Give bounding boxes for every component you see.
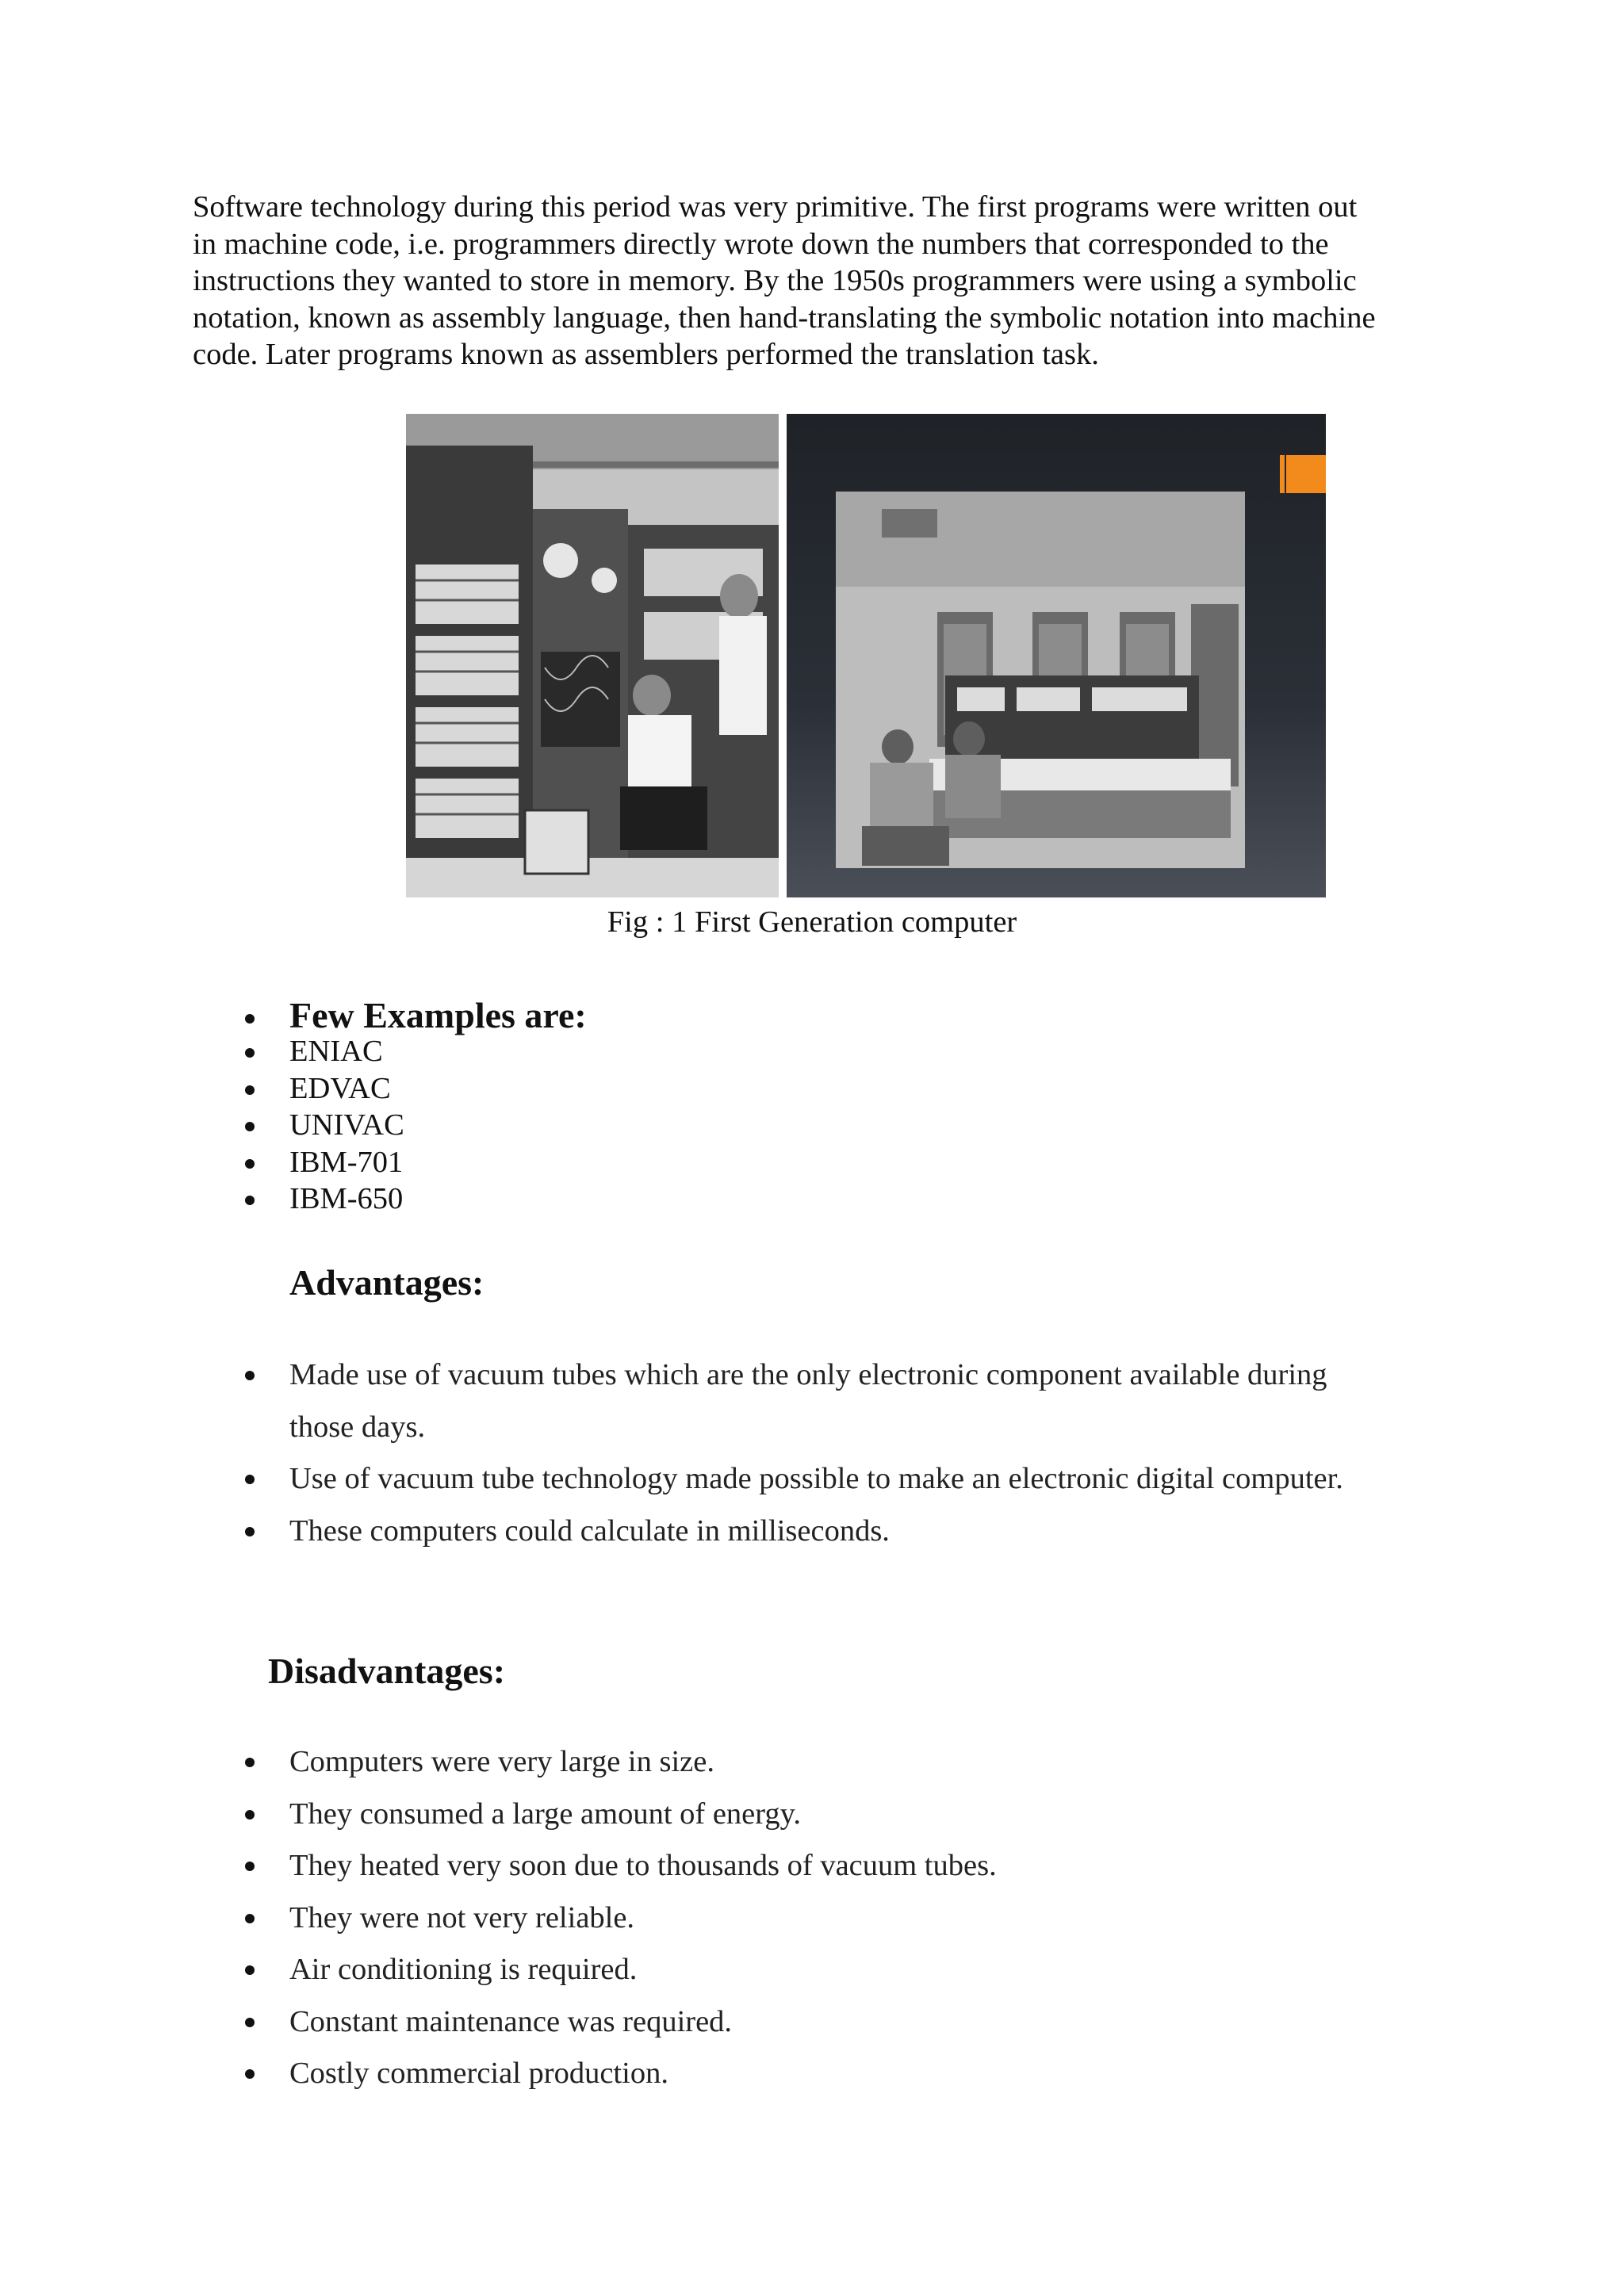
eniac-photo (406, 414, 779, 897)
bullet-icon (245, 1085, 255, 1095)
intro-line: in machine code, i.e. programmers directly wrote down the numbers that corresponded to the (193, 227, 1329, 261)
list-item: Computers were very large in size. (289, 1736, 997, 1789)
list-item: Use of vacuum tube technology made possible to make an electronic digital computer. (289, 1453, 1343, 1506)
bullet-icon (245, 1810, 255, 1820)
list-item: EDVAC (289, 1070, 587, 1108)
list-item: IBM-650 (289, 1181, 587, 1218)
intro-line: code. Later programs known as assemblers performed the translation task. (193, 338, 1099, 371)
examples-heading: Few Examples are: (289, 995, 587, 1036)
bullet-icon (245, 1014, 255, 1024)
ibm-mainframe-photo (787, 414, 1326, 897)
bullet-icon (245, 1914, 255, 1923)
accent-square (1286, 455, 1326, 493)
list-item: They heated very soon due to thousands of vacuum tubes. (289, 1840, 997, 1892)
bullet-icon (245, 1048, 255, 1058)
intro-line: instructions they wanted to store in memory. By the 1950s programmers were using a symbolic (193, 264, 1357, 297)
bullet-icon (245, 1862, 255, 1871)
disadvantages-heading: Disadvantages: (268, 1651, 506, 1691)
bullet-icon (245, 1527, 255, 1536)
bullet-icon (245, 1371, 255, 1380)
list-item: ENIAC (289, 1033, 587, 1070)
bullet-icon (245, 1196, 255, 1205)
list-item: Costly commercial production. (289, 2048, 997, 2100)
bullet-icon (245, 1475, 255, 1484)
list-item-continuation: those days. (289, 1410, 426, 1444)
examples-list (289, 995, 587, 1218)
bullet-icon (245, 1159, 255, 1169)
list-item: These computers could calculate in milliseconds. (289, 1506, 1343, 1558)
intro-line: notation, known as assembly language, then hand-translating the symbolic notation into machine (193, 300, 1376, 335)
bullet-icon (245, 1758, 255, 1767)
list-item: UNIVAC (289, 1107, 587, 1144)
list-item: Constant maintenance was required. (289, 1996, 997, 2049)
list-item: Air conditioning is required. (289, 1944, 997, 1996)
advantages-heading: Advantages: (289, 1262, 485, 1303)
bullet-icon (245, 1965, 255, 1975)
advantages-list (289, 1349, 1343, 1557)
intro-paragraph (193, 189, 1454, 373)
list-item: Made use of vacuum tubes which are the only electronic component available during (289, 1349, 1343, 1402)
list-item: They were not very reliable. (289, 1892, 997, 1945)
figure-caption: Fig : 1 First Generation computer (607, 905, 1017, 939)
bullet-icon (245, 2018, 255, 2027)
bullet-icon (245, 1122, 255, 1131)
list-item: IBM-701 (289, 1144, 587, 1181)
intro-line: Software technology during this period was very primitive. The first programs were written out (193, 190, 1358, 224)
list-item: They consumed a large amount of energy. (289, 1789, 997, 1841)
bullet-icon (245, 2069, 255, 2079)
disadvantages-list (289, 1736, 997, 2100)
